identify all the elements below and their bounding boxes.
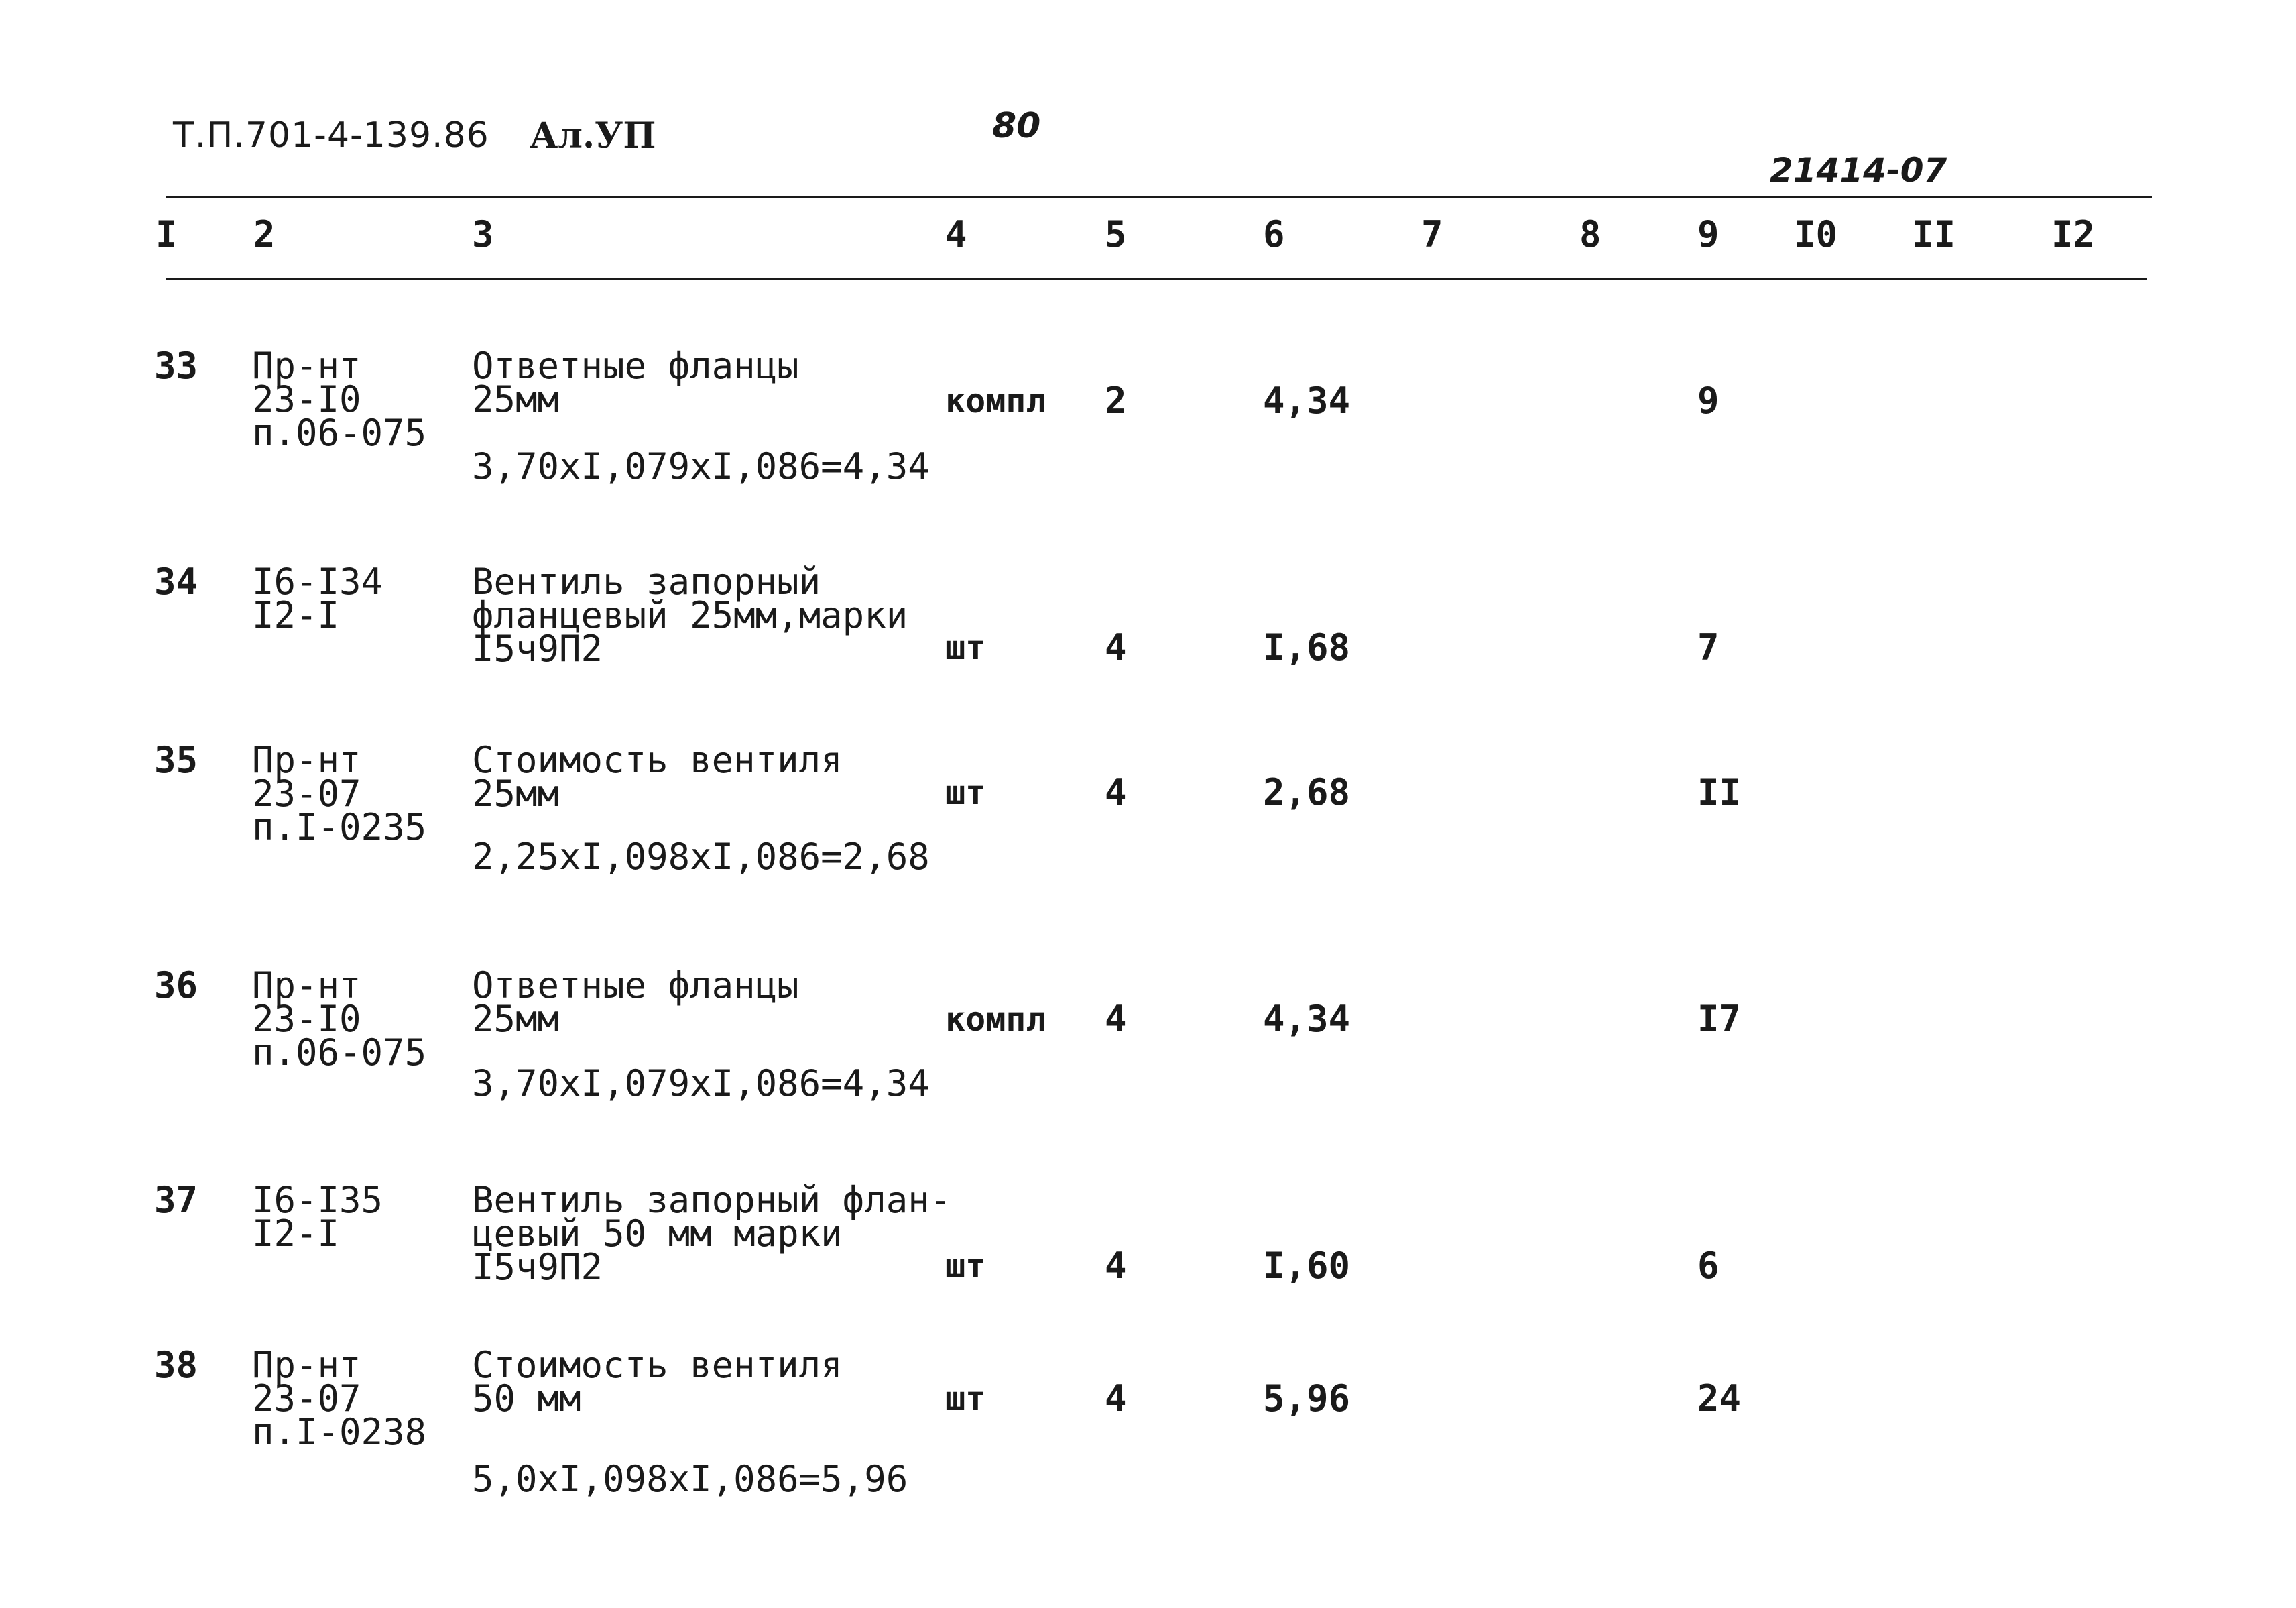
description-line: 25мм <box>472 378 560 420</box>
row-number: 36 <box>154 964 198 1007</box>
description-line: I5ч9П2 <box>472 628 603 670</box>
unit-price: I,60 <box>1263 1245 1351 1287</box>
column-9-value: 7 <box>1697 626 1719 669</box>
description-line: 25мм <box>472 998 560 1040</box>
document-stamp: 21414-07 <box>1770 151 1947 190</box>
norm-code-line: Пр-нт <box>252 345 361 387</box>
norm-code-line: Пр-нт <box>252 964 361 1007</box>
unit: шт <box>945 628 986 667</box>
norm-code-line: I2-I <box>252 594 340 636</box>
description-line: фланцевый 25мм,марки <box>472 594 908 636</box>
column-header: 7 <box>1421 213 1443 255</box>
column-9-value: 6 <box>1697 1245 1719 1287</box>
row-number: 33 <box>154 345 198 387</box>
column-header: I0 <box>1794 213 1838 255</box>
column-header: 6 <box>1263 213 1285 255</box>
norm-code-line: п.06-075 <box>252 1031 427 1074</box>
unit-price: I,68 <box>1263 626 1351 669</box>
table-top-rule <box>166 196 2152 198</box>
norm-code-line: Пр-нт <box>252 1344 361 1386</box>
description-line: 50 мм <box>472 1377 581 1420</box>
unit-price: 4,34 <box>1263 998 1351 1040</box>
calculation-formula: 3,70хI,079хI,086=4,34 <box>472 1062 930 1104</box>
norm-code-line: 23-07 <box>252 1377 361 1420</box>
description-line: Стоимость вентиля <box>472 739 843 781</box>
column-header: II <box>1912 213 1956 255</box>
quantity: 2 <box>1105 380 1127 422</box>
sheet-label: Ал.УП <box>530 115 656 156</box>
unit-price: 2,68 <box>1263 771 1351 813</box>
column-header: 4 <box>945 213 967 255</box>
quantity: 4 <box>1105 771 1127 813</box>
column-9-value: 9 <box>1697 380 1719 422</box>
description-line: 25мм <box>472 772 560 815</box>
table-header-rule <box>166 278 2147 280</box>
column-header: I <box>156 213 178 255</box>
row-number: 38 <box>154 1344 198 1386</box>
unit: компл <box>945 1000 1046 1039</box>
norm-code-line: I2-I <box>252 1212 340 1255</box>
unit: шт <box>945 773 986 812</box>
quantity: 4 <box>1105 1245 1127 1287</box>
norm-code-line: I6-I35 <box>252 1179 383 1221</box>
unit: шт <box>945 1379 986 1418</box>
row-number: 35 <box>154 739 198 781</box>
description-line: цевый 50 мм марки <box>472 1212 843 1255</box>
column-header: 2 <box>253 213 276 255</box>
description-line: Ответные фланцы <box>472 964 799 1007</box>
calculation-formula: 3,70хI,079хI,086=4,34 <box>472 445 930 487</box>
description-line: Вентиль запорный флан- <box>472 1179 952 1221</box>
column-9-value: 24 <box>1697 1377 1742 1420</box>
quantity: 4 <box>1105 998 1127 1040</box>
column-header: I2 <box>2051 213 2096 255</box>
quantity: 4 <box>1105 1377 1127 1420</box>
row-number: 34 <box>154 561 198 603</box>
column-9-value: II <box>1697 771 1742 813</box>
column-9-value: I7 <box>1697 998 1742 1040</box>
norm-code-line: 23-I0 <box>252 378 361 420</box>
column-header: 9 <box>1697 213 1719 255</box>
norm-code-line: I6-I34 <box>252 561 383 603</box>
column-header: 8 <box>1579 213 1602 255</box>
norm-code-line: п.I-0238 <box>252 1411 427 1453</box>
unit-price: 5,96 <box>1263 1377 1351 1420</box>
column-header: 5 <box>1105 213 1127 255</box>
description-line: Ответные фланцы <box>472 345 799 387</box>
norm-code-line: п.06-075 <box>252 412 427 454</box>
norm-code-line: 23-I0 <box>252 998 361 1040</box>
quantity: 4 <box>1105 626 1127 669</box>
description-line: I5ч9П2 <box>472 1246 603 1288</box>
column-header: 3 <box>472 213 494 255</box>
description-line: Вентиль запорный <box>472 561 821 603</box>
document-code: Т.П.701-4-139.86 <box>173 115 489 156</box>
calculation-formula: 2,25хI,098хI,086=2,68 <box>472 836 930 878</box>
norm-code-line: 23-07 <box>252 772 361 815</box>
norm-code-line: Пр-нт <box>252 739 361 781</box>
page-number: 80 <box>992 106 1041 146</box>
description-line: Стоимость вентиля <box>472 1344 843 1386</box>
unit: шт <box>945 1247 986 1285</box>
calculation-formula: 5,0хI,098хI,086=5,96 <box>472 1458 908 1500</box>
row-number: 37 <box>154 1179 198 1221</box>
norm-code-line: п.I-0235 <box>252 806 427 848</box>
unit-price: 4,34 <box>1263 380 1351 422</box>
unit: компл <box>945 382 1046 420</box>
